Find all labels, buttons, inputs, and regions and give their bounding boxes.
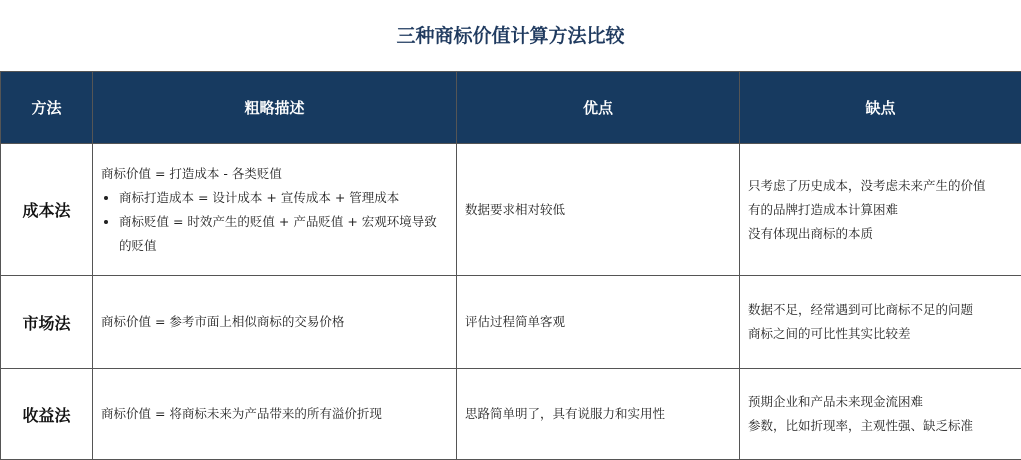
page-title: 三种商标价值计算方法比较 — [0, 22, 1021, 50]
table-header-row — [1, 72, 1021, 144]
cons-line: 有的品牌打造成本计算困难 — [748, 198, 1013, 222]
description-cell — [93, 144, 457, 276]
comparison-table — [0, 71, 1021, 460]
cons-line: 没有体现出商标的本质 — [748, 222, 1013, 246]
cons-line: 参数，比如折现率，主观性强、缺乏标准 — [748, 414, 1013, 438]
header-pros: 优点 — [457, 72, 740, 144]
cons-line: 数据不足，经常遇到可比商标不足的问题 — [748, 298, 1013, 322]
cons-cell — [740, 369, 1021, 460]
cons-cell — [740, 144, 1021, 276]
cons-cell — [740, 276, 1021, 369]
description-bullets — [101, 186, 448, 258]
description-cell — [93, 369, 457, 460]
description-cell — [93, 276, 457, 369]
header-cons: 缺点 — [740, 72, 1021, 144]
pros-cell: 数据要求相对较低 — [457, 144, 740, 276]
pros-cell: 思路简单明了，具有说服力和实用性 — [457, 369, 740, 460]
pros-cell: 评估过程简单客观 — [457, 276, 740, 369]
method-cell: 收益法 — [1, 369, 93, 460]
description-main: 商标价值 = 参考市面上相似商标的交易价格 — [101, 310, 448, 334]
header-method: 方法 — [1, 72, 93, 144]
table-row — [1, 369, 1021, 460]
cons-line: 只考虑了历史成本，没考虑未来产生的价值 — [748, 174, 1013, 198]
header-description: 粗略描述 — [93, 72, 457, 144]
description-main: 商标价值 = 打造成本 - 各类贬值 — [101, 162, 448, 186]
table-row — [1, 276, 1021, 369]
table-row — [1, 144, 1021, 276]
cons-line: 商标之间的可比性其实比较差 — [748, 322, 1013, 346]
method-cell: 市场法 — [1, 276, 93, 369]
cons-line: 预期企业和产品未来现金流困难 — [748, 390, 1013, 414]
description-bullet: • 商标贬值 = 时效产生的贬值 + 产品贬值 + 宏观环境导致的贬值 — [119, 210, 448, 258]
description-main: 商标价值 = 将商标未来为产品带来的所有溢价折现 — [101, 402, 448, 426]
description-bullet: • 商标打造成本 = 设计成本 + 宣传成本 + 管理成本 — [119, 186, 448, 210]
method-cell: 成本法 — [1, 144, 93, 276]
